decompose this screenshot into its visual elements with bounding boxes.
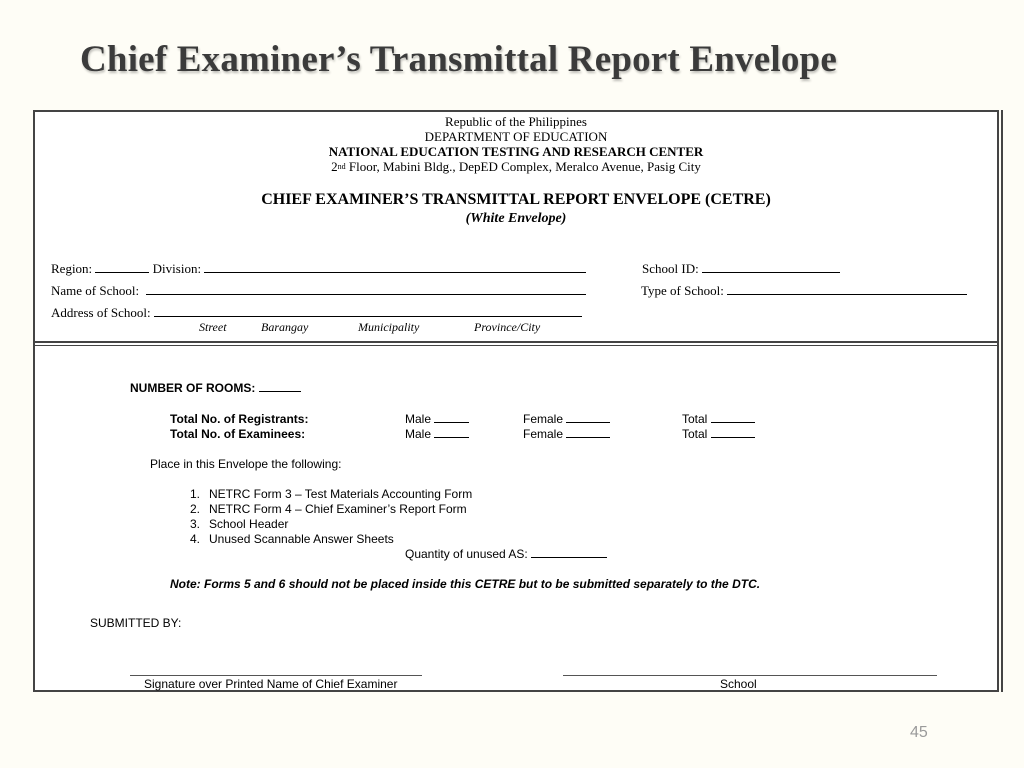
school-name-label: Name of School: [51,283,140,298]
header-address-sup: nd [337,162,346,171]
header-netrc: NATIONAL EDUCATION TESTING AND RESEARCH CENTER [328,144,704,159]
examinees-male-blank[interactable] [434,427,469,438]
region-label: Region: [51,261,93,276]
registrants-total-blank[interactable] [711,412,755,423]
school-address-field[interactable] [51,305,582,321]
examinees-total[interactable] [682,427,755,441]
page-number: 45 [910,724,928,741]
examinees-female-blank[interactable] [566,427,610,438]
school-label: School [720,677,757,691]
registrants-male-label: Male [405,412,432,426]
signature-label: Signature over Printed Name of Chief Examiner [144,677,398,691]
form-subtitle: (White Envelope) [465,211,567,226]
place-instruction: Place in this Envelope the following: [150,457,342,471]
examinees-male-label: Male [405,427,432,441]
registrants-female-blank[interactable] [566,412,610,423]
cetre-form [33,110,999,692]
signature-line[interactable] [130,675,422,676]
division-label: Division: [152,261,202,276]
school-type-field[interactable] [641,283,967,299]
header-address [35,159,997,174]
header-department: DEPARTMENT OF EDUCATION [424,129,608,144]
list-item-num: 1. [190,487,201,501]
school-name-blank[interactable] [146,283,586,295]
submitted-by-label: SUBMITTED BY: [90,616,182,630]
list-item-num: 2. [190,502,201,516]
address-province: Province/City [474,320,541,334]
registrants-total-label: Total [682,412,708,426]
list-item-text: Unused Scannable Answer Sheets [209,532,394,546]
registrants-label: Total No. of Registrants: [170,412,309,426]
registrants-male-blank[interactable] [434,412,469,423]
registrants-female-label: Female [523,412,564,426]
list-item-num: 3. [190,517,201,531]
school-signature-line[interactable] [563,675,937,676]
rooms-label: NUMBER OF ROOMS: [130,381,256,395]
school-id-blank[interactable] [702,261,840,273]
note-text: Note: Forms 5 and 6 should not be placed inside this CETRE but to be submitted separately to the DTC. [170,577,761,591]
school-id-field[interactable] [642,261,840,277]
slide-title: Chief Examiner’s Transmittal Report Envelope [80,39,837,80]
school-type-blank[interactable] [727,283,967,295]
region-field[interactable] [51,261,586,277]
header-address-rest: Floor, Mabini Bldg., DepED Complex, Meralco Avenue, Pasig City [345,159,701,174]
address-barangay: Barangay [261,320,309,334]
address-street: Street [199,320,227,334]
examinees-female-label: Female [523,427,564,441]
registrants-total[interactable] [682,412,755,426]
list-item-text: NETRC Form 4 – Chief Examiner’s Report Form [209,502,467,516]
school-type-label: Type of School: [641,283,724,298]
header-address-floor: 2 [331,159,338,174]
school-id-label: School ID: [642,261,699,276]
section-divider [35,341,997,346]
school-name-field[interactable] [51,283,586,299]
examinees-female[interactable] [523,427,610,441]
quantity-label: Quantity of unused AS: [405,547,528,561]
address-municipality: Municipality [358,320,420,334]
registrants-female[interactable] [523,412,610,426]
rooms-field[interactable] [130,381,301,395]
school-address-label: Address of School: [51,305,151,320]
examinees-total-blank[interactable] [711,427,755,438]
registrants-male[interactable] [405,412,469,426]
examinees-total-label: Total [682,427,708,441]
examinees-label: Total No. of Examinees: [170,427,306,441]
quantity-blank[interactable] [531,547,607,558]
header-republic: Republic of the Philippines [445,114,587,129]
form-title: CHIEF EXAMINER’S TRANSMITTAL REPORT ENVELOPE (CETRE) [261,191,771,208]
list-item-num: 4. [190,532,201,546]
list-item-text: NETRC Form 3 – Test Materials Accounting Form [209,487,473,501]
region-blank[interactable] [95,261,149,273]
form-header [35,114,997,174]
rooms-blank[interactable] [259,381,301,392]
division-blank[interactable] [204,261,586,273]
quantity-field[interactable] [405,547,607,561]
examinees-male[interactable] [405,427,469,441]
school-address-blank[interactable] [154,305,582,317]
list-item-text: School Header [209,517,289,531]
